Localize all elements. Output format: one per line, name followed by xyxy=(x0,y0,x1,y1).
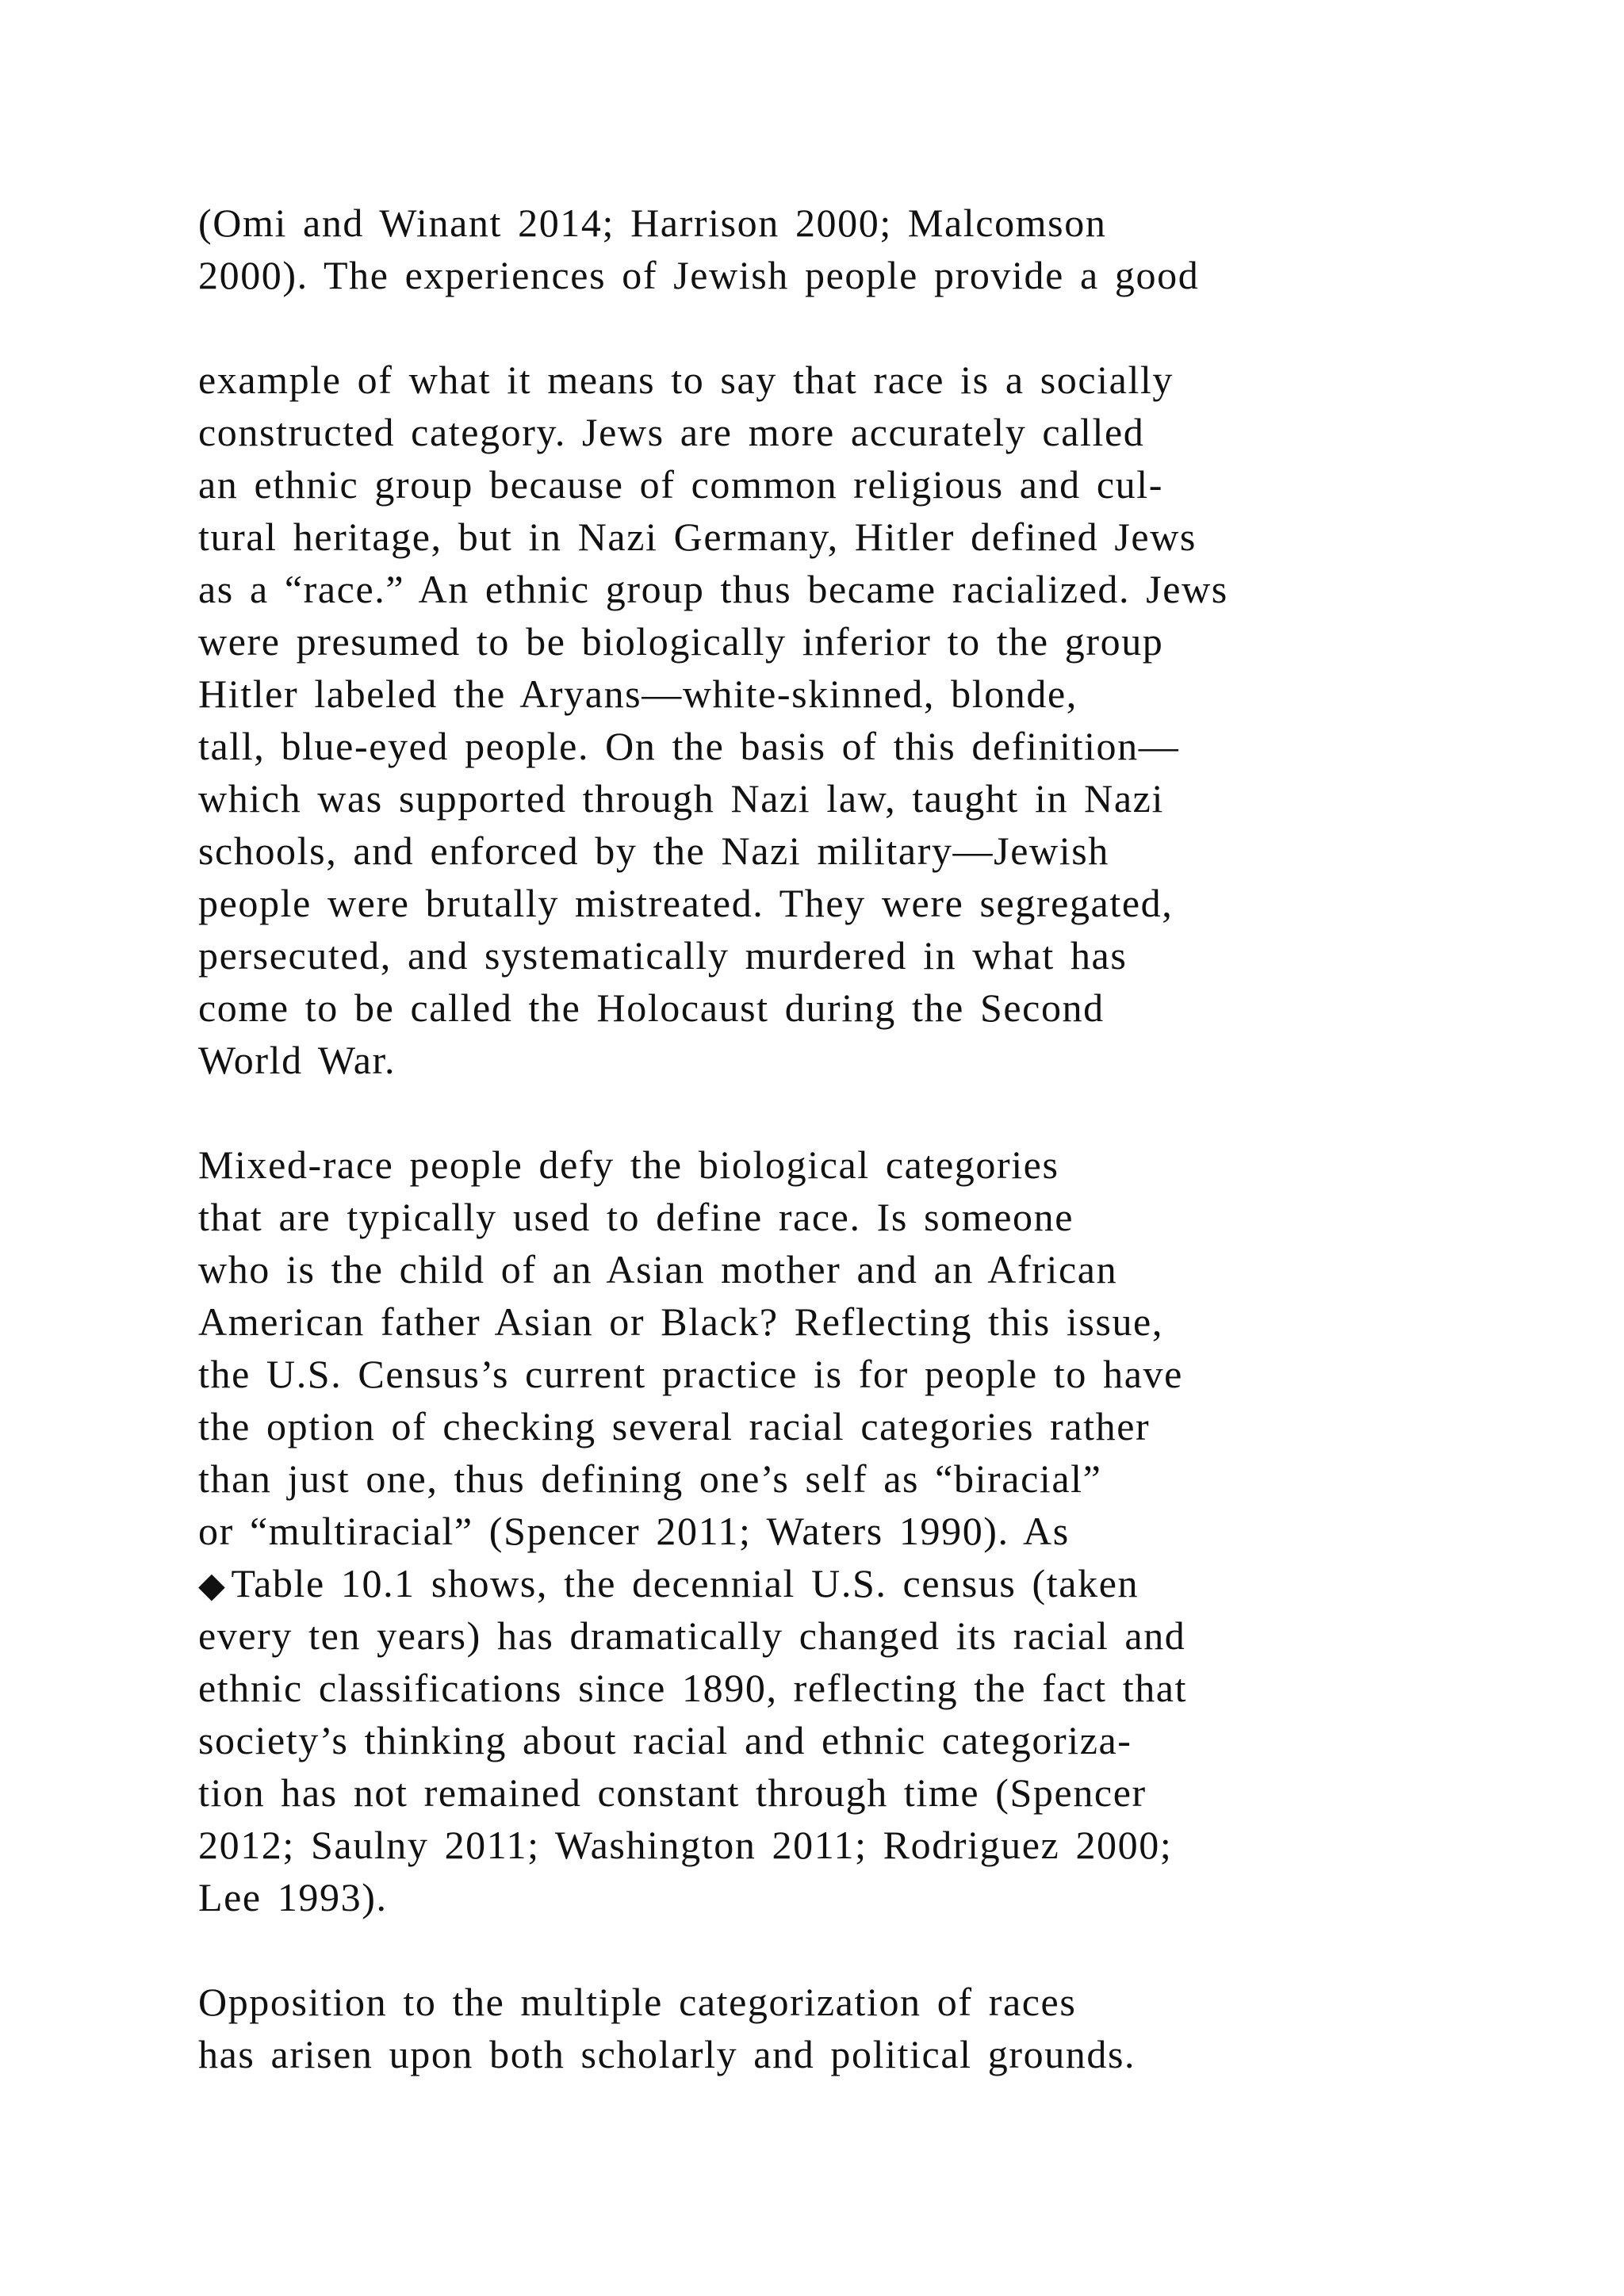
paragraph-gap xyxy=(198,1086,1562,1138)
paragraph-gap xyxy=(198,1923,1562,1976)
text-line: 2012; Saulny 2011; Washington 2011; Rodriguez 2000; xyxy=(198,1823,1173,1867)
table-reference-line xyxy=(198,1557,1562,1609)
text-line: Mixed-race people defy the biological categories xyxy=(198,1142,1059,1187)
table-reference-text: Table 10.1 shows, the decennial U.S. census (taken xyxy=(231,1561,1139,1605)
text-line: people were brutally mistreated. They were segregated, xyxy=(198,881,1174,925)
text-line: as a “race.” An ethnic group thus became racialized. Jews xyxy=(198,567,1228,611)
text-line: example of what it means to say that race is a socially xyxy=(198,358,1174,402)
text-line: ethnic classifications since 1890, reflecting the fact that xyxy=(198,1666,1188,1710)
text-line: come to be called the Holocaust during the Second xyxy=(198,985,1105,1030)
paragraph-1 xyxy=(198,197,1562,301)
diamond-icon: ◆ xyxy=(198,1566,227,1605)
paragraph-3 xyxy=(198,1138,1562,1923)
text-line: tall, blue-eyed people. On the basis of this definition— xyxy=(198,724,1180,768)
paragraph-2 xyxy=(198,354,1562,1086)
paragraph-gap xyxy=(198,301,1562,354)
text-line: American father Asian or Black? Reflecting this issue, xyxy=(198,1299,1163,1344)
text-line: were presumed to be biologically inferior to the group xyxy=(198,619,1164,664)
text-line: 2000). The experiences of Jewish people provide a good xyxy=(198,253,1200,297)
text-line: has arisen upon both scholarly and political grounds. xyxy=(198,2032,1136,2076)
text-line: that are typically used to define race. Is someone xyxy=(198,1195,1074,1239)
text-line: the option of checking several racial categories rather xyxy=(198,1404,1151,1448)
text-line: than just one, thus defining one’s self as “biracial” xyxy=(198,1456,1102,1501)
text-line: or “multiracial” (Spencer 2011; Waters 1990). As xyxy=(198,1509,1070,1553)
text-line: which was supported through Nazi law, taught in Nazi xyxy=(198,776,1164,821)
text-line: Opposition to the multiple categorization of races xyxy=(198,1980,1077,2024)
text-line: the U.S. Census’s current practice is for people to have xyxy=(198,1352,1183,1396)
document-page xyxy=(198,197,1562,2080)
text-line: an ethnic group because of common religious and cul- xyxy=(198,462,1163,507)
text-line: (Omi and Winant 2014; Harrison 2000; Malcomson xyxy=(198,201,1107,245)
text-line: persecuted, and systematically murdered in what has xyxy=(198,933,1128,978)
paragraph-4 xyxy=(198,1976,1562,2080)
text-line: Lee 1993). xyxy=(198,1875,388,1919)
text-line: tural heritage, but in Nazi Germany, Hitler defined Jews xyxy=(198,515,1197,559)
text-line: Hitler labeled the Aryans—white-skinned, blonde, xyxy=(198,672,1078,716)
text-line: World War. xyxy=(198,1038,396,1082)
text-line: every ten years) has dramatically changed its racial and xyxy=(198,1613,1186,1658)
text-line: schools, and enforced by the Nazi military—Jewish xyxy=(198,828,1109,873)
text-line: who is the child of an Asian mother and an African xyxy=(198,1247,1118,1292)
text-line: constructed category. Jews are more accurately called xyxy=(198,410,1145,454)
text-line: tion has not remained constant through time (Spencer xyxy=(198,1770,1147,1815)
text-line: society’s thinking about racial and ethnic categoriza- xyxy=(198,1718,1132,1762)
